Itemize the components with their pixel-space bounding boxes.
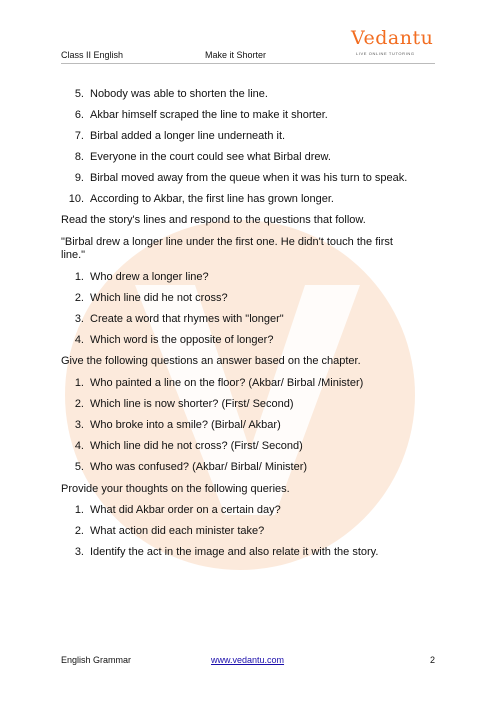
list-number: 4. <box>74 334 84 346</box>
list-text: Create a word that rhymes with "longer" <box>90 313 284 325</box>
instruction-paragraph: Read the story's lines and respond to the questions that follow. <box>61 214 366 226</box>
footer-subject: English Grammar <box>61 655 132 665</box>
list-number: 6. <box>74 109 84 121</box>
quote-line: "Birbal drew a longer line under the first one. He didn't touch the first <box>61 236 393 248</box>
page-header <box>0 0 496 70</box>
quote-line: line." <box>61 249 86 261</box>
instruction-paragraph: Give the following questions an answer based on the chapter. <box>61 355 361 367</box>
list-text: Which line is now shorter? (First/ Second) <box>90 398 294 410</box>
list-text: Who painted a line on the floor? (Akbar/ Birbal /Minister) <box>90 377 364 389</box>
list-number: 1. <box>74 271 84 283</box>
logo-tagline: LIVE ONLINE TUTORING <box>356 51 415 56</box>
header-class: Class II English <box>61 50 124 60</box>
list-number: 1. <box>74 377 84 389</box>
list-number: 9. <box>74 172 84 184</box>
list-text: What did Akbar order on a certain day? <box>90 504 281 516</box>
list-number: 3. <box>74 313 84 325</box>
list-text: Which line did he not cross? <box>90 292 228 304</box>
instruction-paragraph: Provide your thoughts on the following queries. <box>61 483 290 495</box>
list-text: Birbal moved away from the queue when it was his turn to speak. <box>90 172 408 184</box>
list-number: 7. <box>74 130 84 142</box>
list-text: Who was confused? (Akbar/ Birbal/ Minister) <box>90 461 308 473</box>
list-text: Birbal added a longer line underneath it. <box>90 130 286 142</box>
list-text: Who drew a longer line? <box>90 271 209 283</box>
list-number: 4. <box>74 440 84 452</box>
header-chapter: Make it Shorter <box>205 50 267 60</box>
list-text: Everyone in the court could see what Birbal drew. <box>90 151 331 163</box>
list-text: Which line did he not cross? (First/ Second) <box>90 440 303 452</box>
logo-wordmark: Vedantu <box>351 27 434 49</box>
list-text: Identify the act in the image and also relate it with the story. <box>90 546 379 558</box>
list-number: 2. <box>74 292 84 304</box>
page-number: 2 <box>430 655 436 665</box>
list-text: What action did each minister take? <box>90 525 265 537</box>
list-number: 5. <box>74 461 84 473</box>
list-number: 3. <box>74 419 84 431</box>
list-number: 3. <box>74 546 84 558</box>
list-number: 5. <box>74 88 84 100</box>
header-divider <box>61 63 435 64</box>
list-text: Akbar himself scraped the line to make it shorter. <box>90 109 328 121</box>
list-number: 2. <box>74 398 84 410</box>
list-text: Which word is the opposite of longer? <box>90 334 274 346</box>
list-text: Who broke into a smile? (Birbal/ Akbar) <box>90 419 281 431</box>
list-number: 8. <box>74 151 84 163</box>
list-text: Nobody was able to shorten the line. <box>90 88 268 100</box>
list-number: 2. <box>74 525 84 537</box>
list-text: According to Akbar, the first line has grown longer. <box>90 193 334 205</box>
list-number: 10. <box>68 193 84 205</box>
footer-website-link[interactable]: www.vedantu.com <box>211 655 285 665</box>
vedantu-logo <box>350 28 436 62</box>
list-number: 1. <box>74 504 84 516</box>
vedantu-watermark <box>60 215 420 575</box>
